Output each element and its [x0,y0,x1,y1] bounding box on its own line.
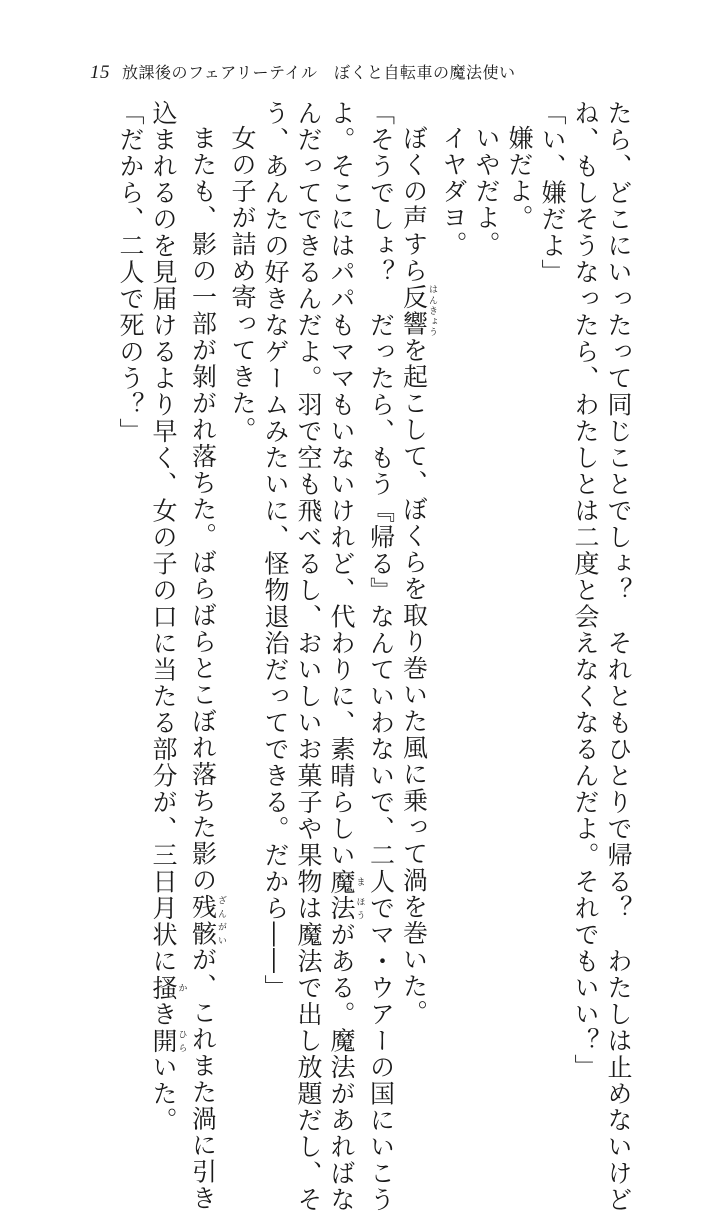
text-line [325,100,365,980]
text-line: 「そうでしょ？ だったら、もう『帰る』なんていわないで、二人でマ・ウアーの国にいこう [365,100,398,980]
ruby-annotation [189,894,218,947]
ruby-base: 開 [149,1028,178,1055]
furigana: ざんがい [216,894,226,947]
text-segment: またも、影の一部が剝がれ落ちた。ばらばらとこぼれ落ちた影の [189,125,218,894]
text-segment: き [149,1001,178,1028]
running-title: 放課後のフェアリーテイル ぼくと自転車の魔法使い [122,63,515,82]
text-segment: いた。 [149,1054,178,1134]
ruby-annotation [149,975,178,1002]
text-line: う、あんたの好きなゲームみたいに、怪物退治だってできる。だから――」 [259,100,292,980]
ruby-base: 法 [327,895,356,922]
vertical-text-body [75,100,635,980]
text-segment: が、これまた渦に引き [189,947,218,1212]
text-line [147,100,187,980]
text-line [398,100,438,980]
text-line: 嫌だよ。 [503,100,536,980]
text-line: んだってできるんだよ。羽で空も飛べるし、おいしいお菓子や果物は魔法で出し放題だし、そ [292,100,325,980]
text-line: 「だから、二人で死のう？」 [114,100,147,980]
text-line [187,100,227,980]
furigana: ほう [355,895,365,922]
furigana: か [177,975,187,1002]
running-header [90,60,515,84]
ruby-annotation [327,869,356,896]
text-segment: がある。魔法があればな [327,922,356,1213]
ruby-annotation [400,284,429,337]
text-line: イヤダヨ。 [437,100,470,980]
furigana: ま [355,869,365,896]
text-segment: 込まれるのを見届けるより早く、女の子の口に当たる部分が、三日月状に [149,100,178,975]
text-line: いやだよ。 [470,100,503,980]
text-segment: ぼくの声すら [400,125,429,284]
ruby-base: 搔 [149,975,178,1002]
text-segment: を起こして、ぼくらを取り巻いた風に乗って渦を巻いた。 [400,337,429,1026]
page-number: 15 [90,62,110,83]
ruby-base: 反響 [400,284,429,337]
furigana: はんきょう [427,284,437,337]
ruby-base: 残骸 [189,894,218,947]
text-line: ね、もしそうなったら、わたしとは二度と会えなくなるんだよ。それでもいい？」 [569,100,602,980]
ruby-annotation [327,895,356,922]
text-line: たら、どこにいったって同じことでしょ？ それともひとりで帰る？ わたしは止めないけど [602,100,635,980]
text-line: 「い、嫌だよ」 [536,100,569,980]
text-segment: よ。そこにはパパもママもいないけれど、代わりに、素晴らしい [327,100,356,869]
ruby-base: 魔 [327,869,356,896]
furigana: ひら [177,1028,187,1055]
text-line: 女の子が詰め寄ってきた。 [226,100,259,980]
ruby-annotation [149,1028,178,1055]
